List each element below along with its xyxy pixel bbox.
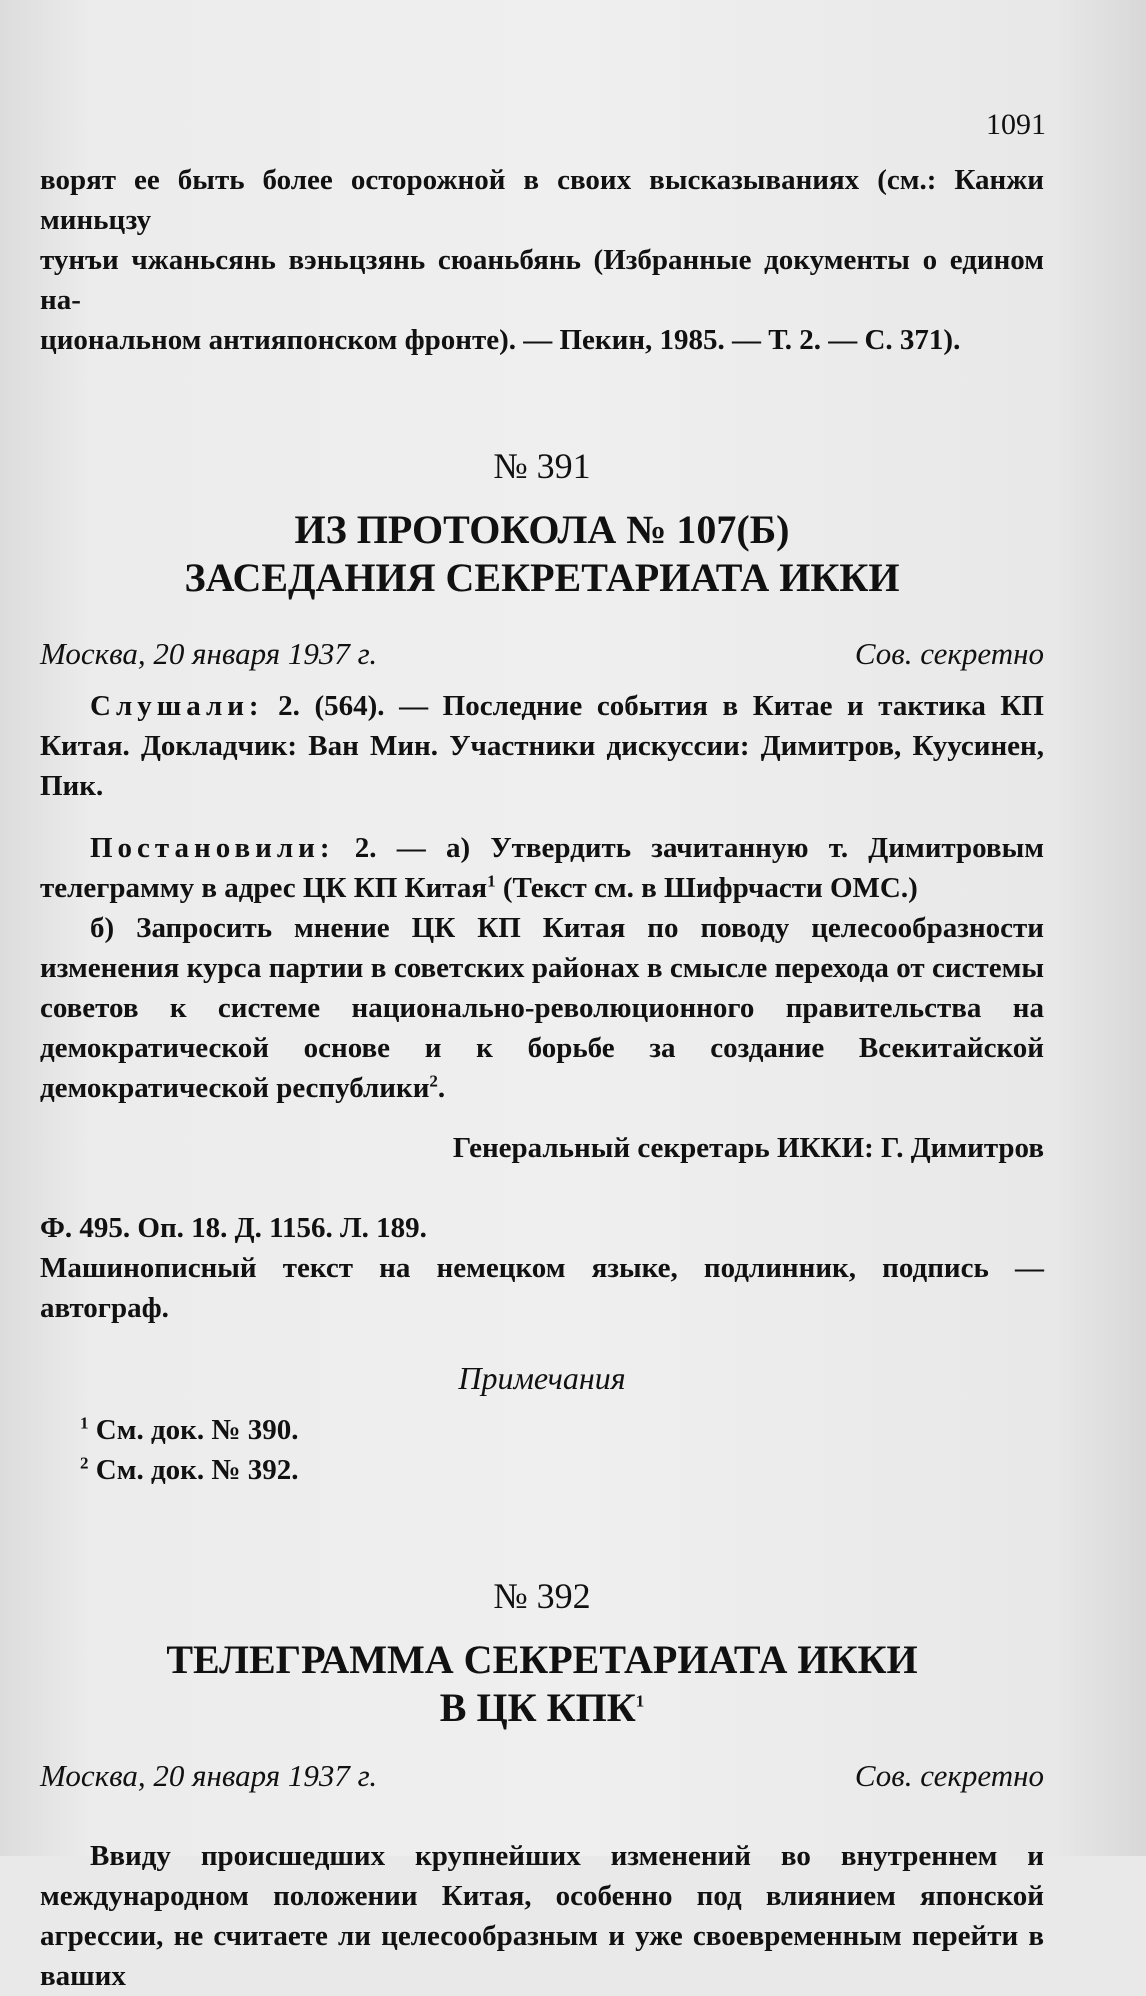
doc392-number: № 392 — [493, 1576, 591, 1616]
doc391-place-date: Москва, 20 января 1937 г. — [40, 636, 378, 671]
resolved-label: Постановили: — [90, 832, 335, 864]
doc392-title-line-2 — [40, 1684, 1044, 1732]
intro-line-2: тунъи чжаньсянь вэньцзянь сюаньбянь (Избранные документы о едином на- — [40, 244, 1044, 316]
point-b-end: . — [437, 1072, 446, 1104]
doc392-meta — [40, 1756, 1044, 1796]
doc392-footnote-ref: 1 — [635, 1691, 645, 1711]
note-1-number: 1 — [80, 1413, 89, 1433]
note-2 — [40, 1450, 1044, 1490]
doc391-point-b — [40, 908, 1044, 1108]
note-1 — [40, 1410, 1044, 1450]
doc392-body: Ввиду происшедших крупнейших изменений во внутреннем и международном положении Китая, особенно под влиянием японской агрессии, не считаете ли целесообразным и уже своевременным перейти в ваших — [40, 1840, 1044, 1992]
doc392-place-date: Москва, 20 января 1937 г. — [40, 1758, 378, 1793]
doc392-title-text: В ЦК КПК — [439, 1685, 636, 1730]
footnote-ref-1: 1 — [487, 871, 496, 891]
notes-heading: Примечания — [458, 1360, 626, 1396]
archive-reference: Ф. 495. Оп. 18. Д. 1156. Л. 189. — [40, 1212, 427, 1244]
footnote-ref-2: 2 — [429, 1071, 438, 1091]
doc391-title-line-1: ИЗ ПРОТОКОЛА № 107(Б) — [294, 507, 790, 552]
note-2-text: См. док. № 392. — [88, 1454, 299, 1486]
resolved-tail: (Текст см. в Шифрчасти ОМС.) — [495, 872, 918, 904]
heard-label: Слушали: — [90, 690, 264, 722]
point-b-text: б) Запросить мнение ЦК КП Китая по поводу целесообразности изменения курса партии в советских районах в смысле перехода от системы советов к системе национально-революционного правительства на демократической основе и к борьбе за создание Всекитайской демократической республики — [40, 912, 1044, 1104]
doc391-signature: Генеральный секретарь ИККИ: Г. Димитров — [452, 1132, 1044, 1164]
doc391-resolved — [40, 828, 1044, 908]
doc391-number: № 391 — [493, 446, 591, 486]
resolved-text: 2. — а) Утвердить зачитанную т. Димитровым телеграмму в адрес ЦК КП Китая — [40, 832, 1044, 904]
heard-text: 2. (564). — Последние события в Китае и тактика КП Китая. Докладчик: Ван Мин. Участники дискуссии: Димитров, Куусинен, Пик. — [40, 690, 1044, 802]
doc391-heard — [40, 686, 1044, 806]
page-number: 1091 — [986, 108, 1046, 141]
doc392-classification: Сов. секретно — [854, 1758, 1044, 1793]
intro-line-1: ворят ее быть более осторожной в своих высказываниях (см.: Канжи миньцзу — [40, 164, 1044, 236]
doc391-classification: Сов. секретно — [854, 636, 1044, 671]
doc392-title-line-1: ТЕЛЕГРАММА СЕКРЕТАРИАТА ИККИ — [166, 1637, 918, 1682]
page-content — [40, 160, 1044, 1996]
doc391-meta — [40, 634, 1044, 674]
archive-description: Машинописный текст на немецком языке, подлинник, подпись — автограф. — [40, 1252, 1044, 1324]
note-2-number: 2 — [80, 1453, 89, 1473]
doc391-title-line-2: ЗАСЕДАНИЯ СЕКРЕТАРИАТА ИККИ — [184, 555, 900, 600]
note-1-text: См. док. № 390. — [88, 1414, 299, 1446]
intro-line-3: циональном антияпонском фронте). — Пекин, 1985. — Т. 2. — С. 371). — [40, 324, 961, 356]
